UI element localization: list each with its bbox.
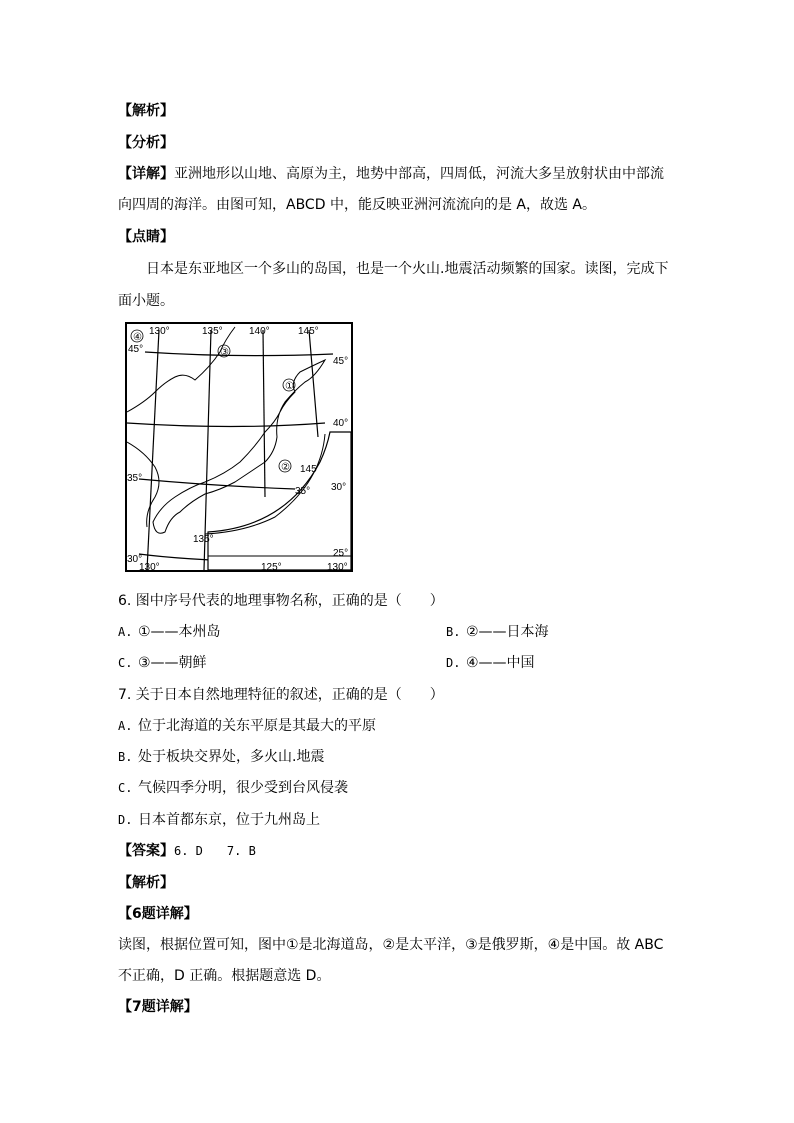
- q7-option-d: [118, 810, 320, 830]
- option-text: 处于板块交界处，多火山.地震: [138, 749, 325, 765]
- lat-35-label: 35°: [127, 473, 143, 484]
- inset-30-label: 30°: [331, 482, 347, 493]
- answer-heading: 【答案】: [118, 843, 174, 859]
- q7-option-a: [118, 716, 376, 736]
- lon-130-lower-label: 130°: [139, 562, 160, 572]
- inset-130-label: 130°: [327, 562, 348, 572]
- option-letter: D.: [118, 813, 133, 827]
- lat-35-right-label: 35°: [295, 486, 311, 497]
- option-text: ④——中国: [466, 655, 535, 671]
- option-text: 位于北海道的关东平原是其最大的平原: [138, 718, 376, 734]
- option-letter: C.: [118, 656, 133, 670]
- marker-4: ④: [133, 332, 142, 343]
- inset-25-label: 25°: [333, 548, 349, 559]
- q6-detail-line1: 读图，根据位置可知，图中①是北海道岛，②是太平洋，③是俄罗斯，④是中国。故 ABC: [118, 937, 664, 953]
- japan-map: [125, 322, 353, 572]
- marker-3: ③: [220, 347, 229, 358]
- q6-option-b: [446, 622, 549, 642]
- q7-detail-heading: 【7题详解】: [118, 999, 198, 1015]
- option-letter: C.: [118, 781, 133, 795]
- q6-stem: 6. 图中序号代表的地理事物名称，正确的是（ ）: [118, 593, 444, 609]
- option-text: ②——日本海: [466, 624, 549, 640]
- marker-1: ①: [285, 381, 294, 392]
- inset-145-label: 145: [300, 464, 317, 475]
- lon-145-label: 145°: [298, 326, 319, 337]
- dianjing-heading: 【点睛】: [118, 229, 174, 245]
- option-letter: D.: [446, 656, 461, 670]
- option-letter: B.: [446, 625, 461, 639]
- lon-140-label: 140°: [249, 326, 270, 337]
- q7-option-b: [118, 747, 324, 767]
- lon-135-label: 135°: [202, 326, 223, 337]
- analysis-heading: 【解析】: [118, 875, 174, 891]
- option-text: 气候四季分明，很少受到台风侵袭: [138, 780, 348, 796]
- jiexi-heading: 【解析】: [118, 103, 174, 119]
- lat-40-label: 40°: [333, 418, 349, 429]
- marker-2: ②: [281, 462, 290, 473]
- q6-option-c: [118, 653, 207, 673]
- lon-130-label: 130°: [149, 326, 170, 337]
- option-letter: A.: [118, 719, 133, 733]
- q7-option-c: [118, 778, 348, 798]
- option-letter: A.: [118, 625, 133, 639]
- intro-line1: 日本是东亚地区一个多山的岛国，也是一个火山.地震活动频繁的国家。读图，完成下: [146, 261, 669, 277]
- option-text: ③——朝鲜: [138, 655, 207, 671]
- lat-30-label: 30°: [127, 554, 143, 565]
- xiangjie-paragraph-line1: [118, 164, 664, 184]
- fenxi-heading: 【分析】: [118, 135, 174, 151]
- q7-stem: 7. 关于日本自然地理特征的叙述，正确的是（ ）: [118, 687, 444, 703]
- xiangjie-text-1: 亚洲地形以山地、高原为主，地势中部高，四周低，河流大多呈放射状由中部流: [174, 166, 664, 182]
- inset-125-label: 125°: [261, 562, 282, 572]
- answer-text: 6. D 7. B: [174, 844, 256, 858]
- japan-map-svg: [125, 322, 353, 572]
- option-letter: B.: [118, 750, 133, 764]
- lat-45-label: 45°: [128, 344, 144, 355]
- lat-45-right-label: 45°: [333, 356, 349, 367]
- q6-detail-line2: 不正确，D 正确。根据题意选 D。: [118, 968, 331, 984]
- option-text: ①——本州岛: [138, 624, 221, 640]
- q6-option-d: [446, 653, 535, 673]
- xiangjie-heading: 【详解】: [118, 166, 174, 182]
- option-text: 日本首都东京，位于九州岛上: [138, 812, 320, 828]
- q6-detail-heading: 【6题详解】: [118, 906, 198, 922]
- xiangjie-paragraph-line2: 向四周的海洋。由图可知，ABCD 中，能反映亚洲河流流向的是 A，故选 A。: [118, 197, 596, 213]
- q6-option-a: [118, 622, 221, 642]
- answer-line: [118, 841, 256, 861]
- lon-135-lower-label: 135°: [193, 534, 214, 545]
- intro-line2: 面小题。: [118, 293, 174, 309]
